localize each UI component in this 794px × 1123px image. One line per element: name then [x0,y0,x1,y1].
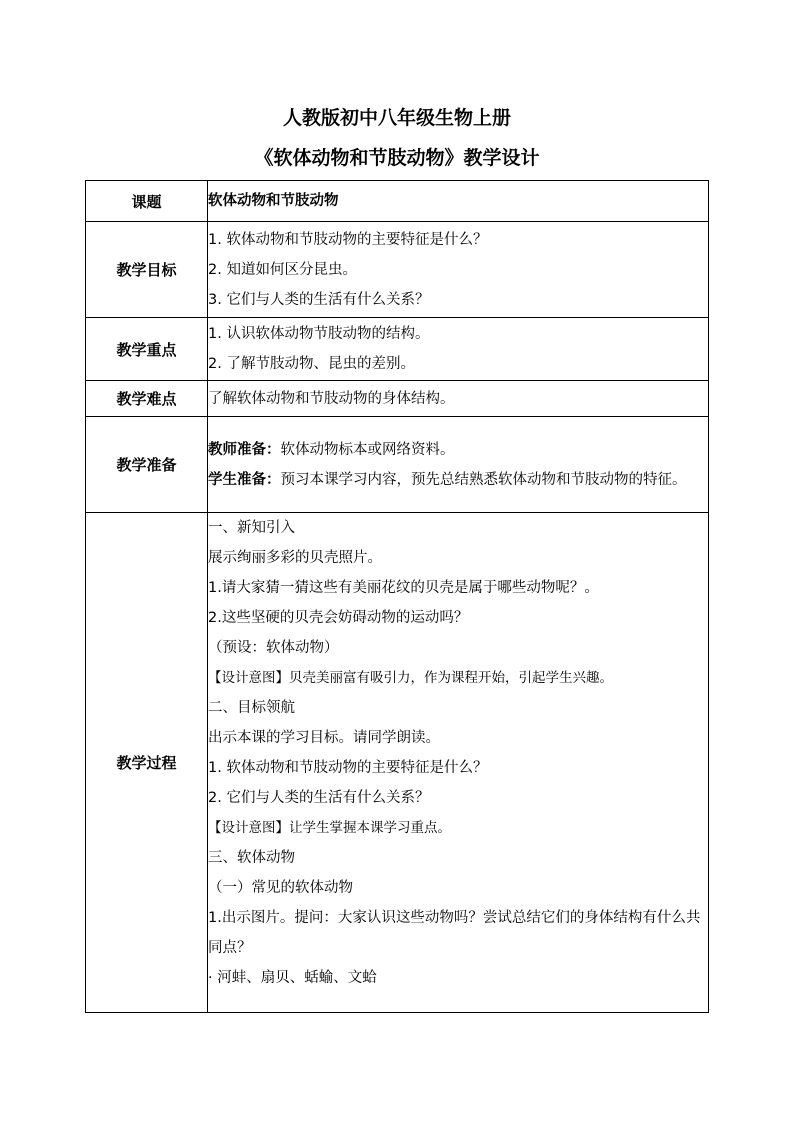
table-row-process [86,513,709,1013]
row-label-goals: 教学目标 [86,222,208,318]
paragraph: 出示本课的学习目标。请同学朗读。 [208,730,440,746]
table-row-goals [86,222,709,318]
process-content [208,513,709,1013]
paragraph: 1.出示图片。提问：大家认识这些动物吗？尝试总结它们的身体结构有什么共同点？ [208,910,701,956]
focus-content [208,318,709,381]
paragraph: （预设：软体动物） [208,640,339,656]
topic-value: 软体动物和节肢动物 [208,181,709,222]
teacher-prep-text: 软体动物标本或网络资料。 [280,441,455,458]
section-heading: 一、新知引入 [208,520,295,536]
goals-content [208,222,709,318]
list-item: 1. 软体动物和节肢动物的主要特征是什么？ [208,231,488,248]
table-row-difficulty [86,381,709,417]
design-intent-note: 【设计意图】让学生掌握本课学习重点。 [208,820,451,836]
student-prep-label: 学生准备： [208,471,281,488]
row-label-focus: 教学重点 [86,318,208,381]
row-label-process: 教学过程 [86,513,208,1013]
list-item: 2.这些坚硬的贝壳会妨碍动物的运动吗？ [208,610,469,626]
list-item: 1.请大家猜一猜这些有美丽花纹的贝壳是属于哪些动物呢？。 [208,580,599,596]
table-row-focus [86,318,709,381]
row-label-prep: 教学准备 [86,417,208,513]
lesson-plan-table [85,180,709,1013]
prep-content [208,417,709,513]
paragraph: 展示绚丽多彩的贝壳照片。 [208,550,382,566]
list-item: 3. 它们与人类的生活有什么关系？ [208,291,430,308]
section-heading: 二、目标领航 [208,700,295,716]
list-item: 2. 知道如何区分昆虫。 [208,261,357,278]
row-label-topic: 课题 [86,181,208,222]
list-item: 1. 认识软体动物节肢动物的结构。 [208,326,430,342]
table-row-topic [86,181,709,222]
list-item: 2. 了解节肢动物、昆虫的差别。 [208,356,415,372]
document-title: 人教版初中八年级生物上册 [282,107,511,129]
row-label-difficulty: 教学难点 [86,381,208,417]
student-prep-text: 预习本课学习内容，预先总结熟悉软体动物和节肢动物的特征。 [280,471,687,488]
bullet-item: · 河蚌、扇贝、蛞蝓、文蛤 [208,970,377,986]
difficulty-value: 了解软体动物和节肢动物的身体结构。 [208,381,709,417]
list-item: 2. 它们与人类的生活有什么关系？ [208,790,430,806]
document-subtitle: 《软体动物和节肢动物》教学设计 [254,147,540,169]
design-intent-note: 【设计意图】贝壳美丽富有吸引力，作为课程开始，引起学生兴趣。 [208,670,613,686]
teacher-prep-label: 教师准备： [208,441,281,458]
subsection-heading: （一）常见的软体动物 [208,880,353,896]
section-heading: 三、软体动物 [208,850,295,866]
table-row-prep [86,417,709,513]
list-item: 1. 软体动物和节肢动物的主要特征是什么？ [208,760,488,776]
